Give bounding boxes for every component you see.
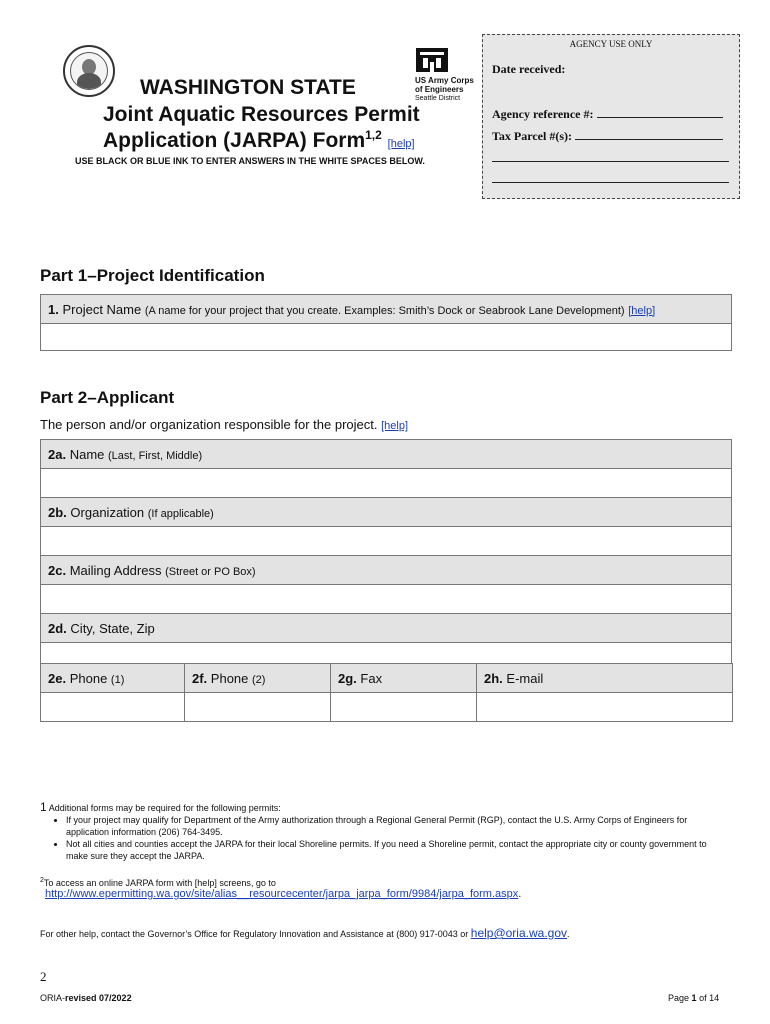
jarpa-form-link[interactable]: http://www.epermitting.wa.gov/site/alias__resourcecenter/jarpa_jarpa_form/9984/jarpa_form.aspx [45, 888, 519, 900]
title-superscript: 1,2 [365, 128, 382, 142]
city-state-zip-label: 2d. City, State, Zip [41, 614, 732, 643]
form-title-line1: Joint Aquatic Resources Permit [103, 103, 420, 126]
usace-castle-icon [416, 48, 448, 72]
help-email-link[interactable]: help@oria.wa.gov [470, 926, 567, 940]
footnote-1: 1 Additional forms may be required for the following permits: • If your project may qualify for Department of the Army authorization through a Regional General Permit (RGP), contact the U.S. Army Corps of Engineers for application information (206) 764-3495. • Not all cities and counties accept the JARPA for their local Shoreline permits. If you need a Shoreline permit, contact the appropriate city or county government to make sure they accept the JARPA. [40, 801, 730, 862]
form-title-line2: Application (JARPA) Form$^{1,2}$ [help] [103, 128, 415, 152]
fax-label: 2g. Fax [331, 664, 477, 693]
other-help: For other help, contact the Governor’s Office for Regulatory Innovation and Assistance at (800) 917-0043 or help@oria.wa.gov. [40, 926, 570, 940]
footnote-1-bullet: • If your project may qualify for Department of the Army authorization through a Regional General Permit (RGP), contact the U.S. Army Corps of Engineers for application information (206) 764-3495. [66, 814, 730, 838]
phone2-label: 2f. Phone (2) [185, 664, 331, 693]
agency-reference-field[interactable]: Agency reference #: [492, 107, 723, 122]
footnote-1-bullet: • Not all cities and counties accept the JARPA for their local Shoreline permits. If you need a Shoreline permit, contact the appropriate city or county government to make sure they accept the JARPA. [66, 838, 730, 862]
project-name-help-link[interactable]: [help] [628, 304, 656, 317]
footnote-2: $^2$To access an online JARPA form with [help] screens, go to [40, 877, 276, 888]
jarpa-form-link-row: http://www.epermitting.wa.gov/site/alias__resourcecenter/jarpa_jarpa_form/9984/jarpa_form.aspx. [45, 888, 522, 900]
page-number: Page 1 of 14 [668, 993, 720, 1003]
state-heading: WASHINGTON STATE [140, 76, 356, 99]
agency-use-heading: AGENCY USE ONLY [569, 39, 653, 49]
usace-name: US Army Corps of Engineers Seattle District [415, 76, 474, 102]
usace-district: Seattle District [415, 95, 461, 102]
name-label: 2a. Name (Last, First, Middle) [41, 440, 732, 469]
part2-intro: The person and/or organization responsible for the project. [help] [40, 417, 409, 432]
part2-title: Part 2–Applicant [40, 388, 175, 407]
washington-portrait-icon [70, 52, 108, 90]
email-input[interactable] [477, 693, 733, 722]
organization-label: 2b. Organization (If applicable) [41, 498, 732, 527]
organization-input[interactable] [41, 527, 732, 556]
tax-parcel-field[interactable]: Tax Parcel #(s): [492, 129, 723, 144]
state-seal [63, 45, 115, 97]
project-name-table [40, 294, 732, 351]
project-name-input[interactable] [41, 324, 732, 351]
agency-blank-line [492, 182, 729, 183]
fax-input[interactable] [331, 693, 477, 722]
email-label: 2h. E-mail [477, 664, 733, 693]
date-received-label: Date received: [492, 62, 566, 76]
project-name-label: 1. Project Name (A name for your project that you create. Examples: Smith’s Dock or Seabrook Lane Development) [help] [41, 295, 732, 324]
agency-blank-line [492, 161, 729, 162]
part1-title: Part 1–Project Identification [40, 266, 265, 285]
agency-use-box [482, 34, 740, 199]
footer-note: 2 [40, 969, 47, 984]
title-help-link[interactable]: [help] [387, 138, 415, 150]
ink-instructions: USE BLACK OR BLUE INK TO ENTER ANSWERS IN THE WHITE SPACES BELOW. [75, 156, 425, 166]
phone1-label: 2e. Phone (1) [41, 664, 185, 693]
contact-table [40, 663, 733, 722]
revision-date: ORIA-revised 07/2022 [40, 993, 132, 1003]
mailing-address-label: 2c. Mailing Address (Street or PO Box) [41, 556, 732, 585]
mailing-address-input[interactable] [41, 585, 732, 614]
part2-help-link[interactable]: [help] [381, 420, 409, 432]
phone1-input[interactable] [41, 693, 185, 722]
phone2-input[interactable] [185, 693, 331, 722]
applicant-table [40, 439, 732, 672]
name-input[interactable] [41, 469, 732, 498]
